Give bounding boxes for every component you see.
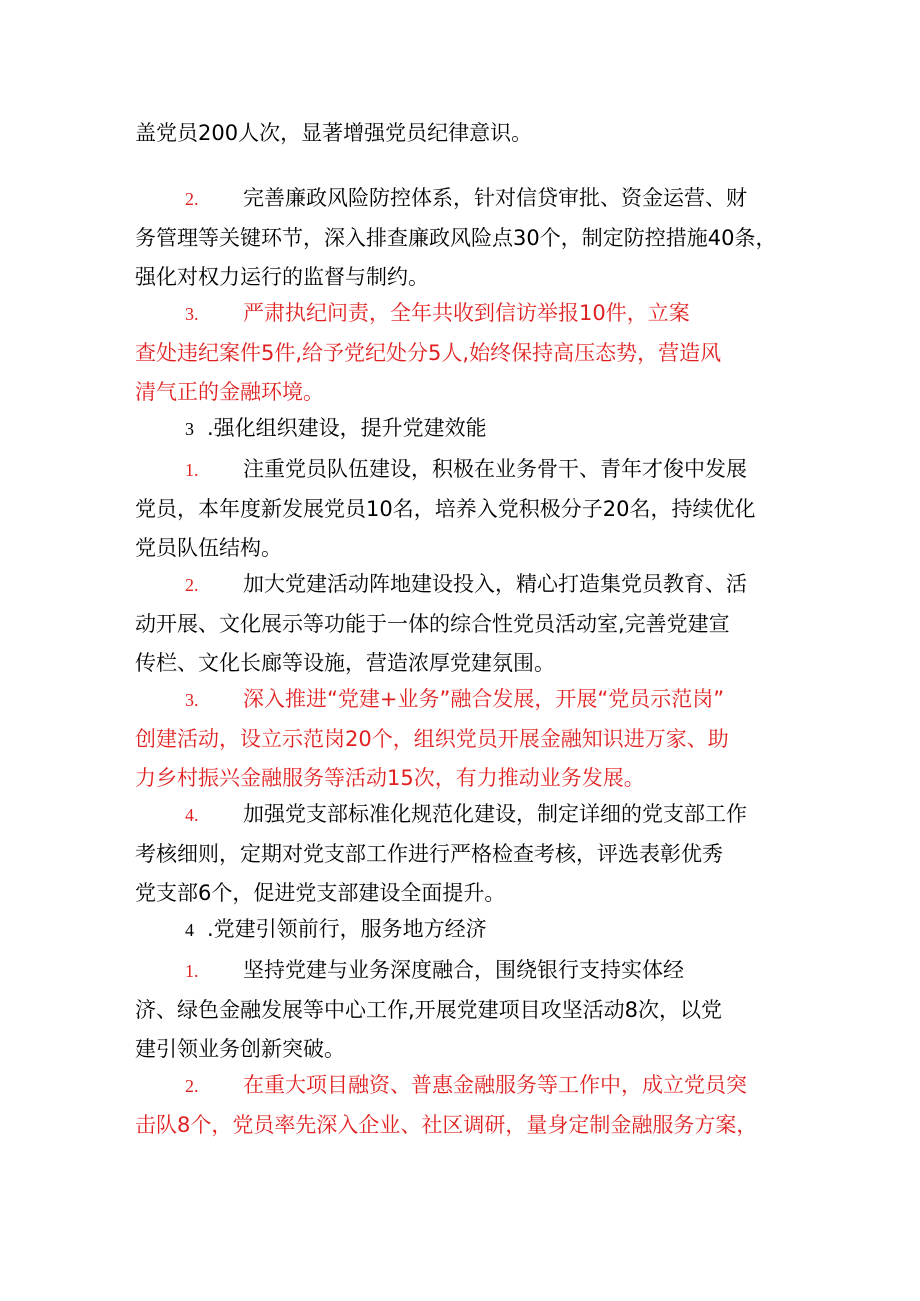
paragraph-7	[135, 795, 805, 913]
paragraph-line: 力乡村振兴金融服务等活动15次，有力推动业务发展。	[135, 766, 645, 790]
paragraph-line: 建引领业务创新突破。	[135, 1037, 345, 1061]
paragraph-line: 加强党支部标准化规范化建设，制定详细的党支部工作	[243, 802, 747, 826]
paragraph-5	[135, 565, 805, 683]
paragraph-line: 动开展、文化展示等功能于一体的综合性党员活动室,完善党建宣	[135, 612, 730, 636]
paragraph-line: 击队8个，党员率先深入企业、社区调研，量身定制金融服务方案，	[135, 1113, 758, 1137]
paragraph-line: 传栏、文化长廊等设施，营造浓厚党建氛围。	[135, 651, 555, 675]
paragraph-line: 务管理等关键环节，深入排查廉政风险点30个，制定防控措施40条，	[135, 226, 777, 250]
section-heading-3	[135, 409, 805, 449]
section-heading-4	[135, 910, 805, 950]
paragraph-4	[135, 450, 805, 568]
paragraph-line: 注重党员队伍建设，积极在业务骨干、青年才俊中发展	[243, 457, 747, 481]
paragraph-line: 坚持党建与业务深度融合，围绕银行支持实体经	[243, 958, 684, 982]
paragraph-line: 党员队伍结构。	[135, 536, 282, 560]
heading-number: 4	[185, 920, 194, 940]
paragraph-line: 在重大项目融资、普惠金融服务等工作中，成立党员突	[243, 1073, 747, 1097]
paragraph-line: 党员，本年度新发展党员10名，培养入党积极分子20名，持续优化	[135, 497, 756, 521]
paragraph-line: 清气正的金融环境。	[135, 380, 324, 404]
paragraph-line: 盖党员200人次，显著增强党员纪律意识。	[135, 121, 533, 145]
paragraph-number: 2.	[185, 1076, 199, 1096]
paragraph-line: 严肃执纪问责，全年共收到信访举报10件，立案	[243, 301, 690, 325]
paragraph-number: 3.	[185, 690, 199, 710]
paragraph-line: 济、绿色金融发展等中心工作,开展党建项目攻坚活动8次，以党	[135, 998, 723, 1022]
paragraph-number: 4.	[185, 805, 199, 825]
paragraph-number: 2.	[185, 575, 199, 595]
paragraph-1	[135, 114, 805, 153]
paragraph-line: 创建活动，设立示范岗20个，组织党员开展金融知识进万家、助	[135, 727, 729, 751]
paragraph-number: 1.	[185, 460, 199, 480]
heading-text: .强化组织建设，提升党建效能	[207, 416, 487, 440]
paragraph-line: 强化对权力运行的监督与制约。	[135, 265, 429, 289]
paragraph-2	[135, 179, 805, 297]
paragraph-line: 深入推进“党建+业务”融合发展，开展“党员示范岗”	[243, 687, 725, 711]
heading-text: .党建引领前行，服务地方经济	[207, 917, 487, 941]
paragraph-line: 党支部6个，促进党支部建设全面提升。	[135, 881, 506, 905]
paragraph-number: 3.	[185, 304, 199, 324]
paragraph-3	[135, 294, 805, 412]
paragraph-8	[135, 951, 805, 1069]
paragraph-6	[135, 680, 805, 798]
paragraph-line: 完善廉政风险防控体系，针对信贷审批、资金运营、财	[243, 186, 747, 210]
paragraph-line: 考核细则，定期对党支部工作进行严格检查考核，评选表彰优秀	[135, 842, 723, 866]
heading-number: 3	[185, 419, 194, 439]
paragraph-line: 加大党建活动阵地建设投入，精心打造集党员教育、活	[243, 572, 747, 596]
paragraph-number: 2.	[185, 189, 199, 209]
paragraph-9	[135, 1066, 805, 1145]
paragraph-line: 查处违纪案件5件,给予党纪处分5人,始终保持高压态势，营造风	[135, 341, 722, 365]
paragraph-number: 1.	[185, 961, 199, 981]
